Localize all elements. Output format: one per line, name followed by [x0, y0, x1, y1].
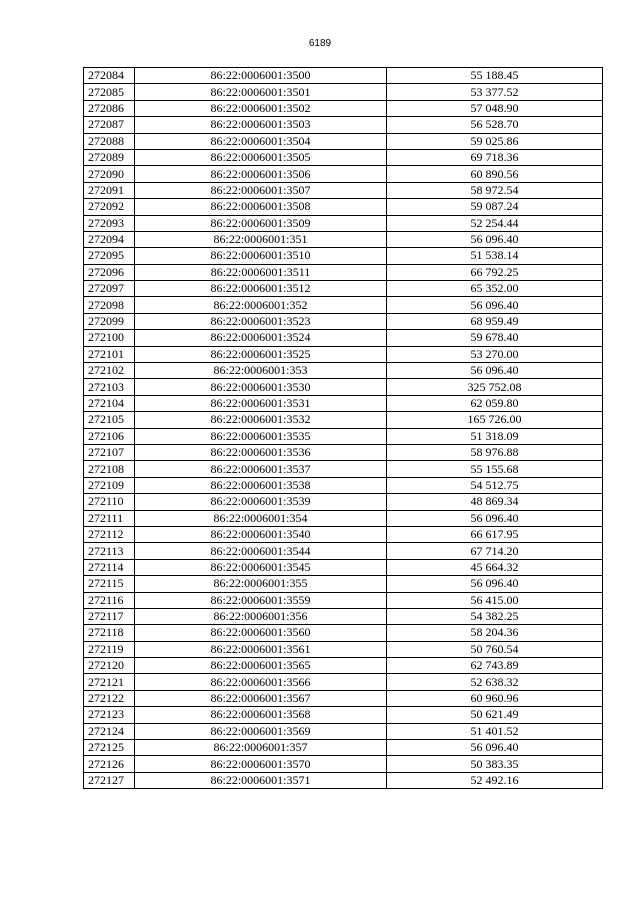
cadastral-number-cell: 86:22:0006001:354: [135, 510, 387, 526]
cadastral-number-cell: 86:22:0006001:3525: [135, 346, 387, 362]
table-row: [84, 231, 603, 247]
table-row: [84, 559, 603, 575]
table-row: [84, 248, 603, 264]
cadastral-value-cell: 50 621.49: [387, 707, 603, 723]
cadastral-number-cell: 86:22:0006001:3535: [135, 428, 387, 444]
cadastral-number-cell: 86:22:0006001:3568: [135, 707, 387, 723]
table-row: [84, 608, 603, 624]
row-number-cell: 272094: [84, 231, 135, 247]
table-row: [84, 182, 603, 198]
cadastral-value-cell: 56 528.70: [387, 117, 603, 133]
cadastral-value-cell: 67 714.20: [387, 543, 603, 559]
table-row: [84, 641, 603, 657]
cadastral-value-cell: 60 890.56: [387, 166, 603, 182]
row-number-cell: 272084: [84, 68, 135, 84]
row-number-cell: 272124: [84, 723, 135, 739]
row-number-cell: 272100: [84, 330, 135, 346]
cadastral-value-cell: 62 059.80: [387, 395, 603, 411]
row-number-cell: 272101: [84, 346, 135, 362]
cadastral-number-cell: 86:22:0006001:3530: [135, 379, 387, 395]
row-number-cell: 272123: [84, 707, 135, 723]
row-number-cell: 272096: [84, 264, 135, 280]
cadastral-value-cell: 62 743.89: [387, 658, 603, 674]
cadastral-value-cell: 57 048.90: [387, 100, 603, 116]
table-row: [84, 772, 603, 788]
row-number-cell: 272112: [84, 526, 135, 542]
page-number: 6189: [308, 38, 332, 49]
cadastral-number-cell: 86:22:0006001:3505: [135, 149, 387, 165]
cadastral-number-cell: 86:22:0006001:3531: [135, 395, 387, 411]
cadastral-value-table: [83, 67, 603, 789]
cadastral-number-cell: 86:22:0006001:3560: [135, 625, 387, 641]
cadastral-value-cell: 55 155.68: [387, 461, 603, 477]
cadastral-number-cell: 86:22:0006001:3539: [135, 494, 387, 510]
row-number-cell: 272103: [84, 379, 135, 395]
table-row: [84, 740, 603, 756]
table-row: [84, 199, 603, 215]
cadastral-number-cell: 86:22:0006001:3559: [135, 592, 387, 608]
row-number-cell: 272092: [84, 199, 135, 215]
cadastral-number-cell: 86:22:0006001:3567: [135, 690, 387, 706]
row-number-cell: 272098: [84, 297, 135, 313]
cadastral-value-cell: 59 025.86: [387, 133, 603, 149]
row-number-cell: 272095: [84, 248, 135, 264]
row-number-cell: 272116: [84, 592, 135, 608]
cadastral-number-cell: 86:22:0006001:3544: [135, 543, 387, 559]
row-number-cell: 272121: [84, 674, 135, 690]
table-row: [84, 625, 603, 641]
table-row: [84, 543, 603, 559]
row-number-cell: 272120: [84, 658, 135, 674]
table-row: [84, 379, 603, 395]
cadastral-value-cell: 58 972.54: [387, 182, 603, 198]
table-row: [84, 281, 603, 297]
row-number-cell: 272118: [84, 625, 135, 641]
table-row: [84, 330, 603, 346]
table-row: [84, 510, 603, 526]
cadastral-value-cell: 56 096.40: [387, 740, 603, 756]
row-number-cell: 272119: [84, 641, 135, 657]
cadastral-value-cell: 66 617.95: [387, 526, 603, 542]
cadastral-number-cell: 86:22:0006001:3503: [135, 117, 387, 133]
cadastral-number-cell: 86:22:0006001:3565: [135, 658, 387, 674]
row-number-cell: 272125: [84, 740, 135, 756]
cadastral-value-cell: 50 383.35: [387, 756, 603, 772]
cadastral-value-cell: 59 678.40: [387, 330, 603, 346]
table-row: [84, 444, 603, 460]
cadastral-value-cell: 58 204.36: [387, 625, 603, 641]
table-row: [84, 592, 603, 608]
cadastral-value-cell: 58 976.88: [387, 444, 603, 460]
table-row: [84, 576, 603, 592]
cadastral-value-cell: 69 718.36: [387, 149, 603, 165]
cadastral-value-cell: 60 960.96: [387, 690, 603, 706]
cadastral-value-cell: 51 401.52: [387, 723, 603, 739]
row-number-cell: 272109: [84, 477, 135, 493]
cadastral-number-cell: 86:22:0006001:3540: [135, 526, 387, 542]
table-row: [84, 84, 603, 100]
cadastral-number-cell: 86:22:0006001:353: [135, 363, 387, 379]
cadastral-value-cell: 48 869.34: [387, 494, 603, 510]
cadastral-value-cell: 53 270.00: [387, 346, 603, 362]
table-row: [84, 494, 603, 510]
cadastral-number-cell: 86:22:0006001:3571: [135, 772, 387, 788]
cadastral-value-cell: 45 664.32: [387, 559, 603, 575]
row-number-cell: 272086: [84, 100, 135, 116]
cadastral-value-cell: 56 096.40: [387, 510, 603, 526]
table-row: [84, 133, 603, 149]
cadastral-number-cell: 86:22:0006001:3502: [135, 100, 387, 116]
cadastral-value-cell: 56 096.40: [387, 363, 603, 379]
cadastral-value-cell: 51 318.09: [387, 428, 603, 444]
row-number-cell: 272108: [84, 461, 135, 477]
cadastral-number-cell: 86:22:0006001:3509: [135, 215, 387, 231]
row-number-cell: 272127: [84, 772, 135, 788]
table-row: [84, 264, 603, 280]
row-number-cell: 272111: [84, 510, 135, 526]
table-row: [84, 100, 603, 116]
cadastral-number-cell: 86:22:0006001:3537: [135, 461, 387, 477]
cadastral-number-cell: 86:22:0006001:3524: [135, 330, 387, 346]
row-number-cell: 272117: [84, 608, 135, 624]
row-number-cell: 272105: [84, 412, 135, 428]
row-number-cell: 272115: [84, 576, 135, 592]
cadastral-number-cell: 86:22:0006001:3501: [135, 84, 387, 100]
table-row: [84, 166, 603, 182]
cadastral-number-cell: 86:22:0006001:3512: [135, 281, 387, 297]
row-number-cell: 272106: [84, 428, 135, 444]
cadastral-value-cell: 54 382.25: [387, 608, 603, 624]
table-row: [84, 428, 603, 444]
row-number-cell: 272091: [84, 182, 135, 198]
cadastral-value-cell: 65 352.00: [387, 281, 603, 297]
table-row: [84, 690, 603, 706]
table-row: [84, 412, 603, 428]
row-number-cell: 272122: [84, 690, 135, 706]
cadastral-number-cell: 86:22:0006001:3538: [135, 477, 387, 493]
cadastral-value-cell: 56 096.40: [387, 576, 603, 592]
table-row: [84, 149, 603, 165]
row-number-cell: 272104: [84, 395, 135, 411]
table-row: [84, 313, 603, 329]
cadastral-value-cell: 51 538.14: [387, 248, 603, 264]
cadastral-value-cell: 165 726.00: [387, 412, 603, 428]
cadastral-number-cell: 86:22:0006001:352: [135, 297, 387, 313]
cadastral-number-cell: 86:22:0006001:3523: [135, 313, 387, 329]
table-body: [84, 68, 603, 789]
table-row: [84, 461, 603, 477]
row-number-cell: 272099: [84, 313, 135, 329]
table-row: [84, 756, 603, 772]
cadastral-number-cell: 86:22:0006001:3511: [135, 264, 387, 280]
cadastral-number-cell: 86:22:0006001:3507: [135, 182, 387, 198]
row-number-cell: 272110: [84, 494, 135, 510]
cadastral-number-cell: 86:22:0006001:3504: [135, 133, 387, 149]
cadastral-number-cell: 86:22:0006001:3569: [135, 723, 387, 739]
cadastral-number-cell: 86:22:0006001:3570: [135, 756, 387, 772]
row-number-cell: 272090: [84, 166, 135, 182]
table-row: [84, 215, 603, 231]
cadastral-number-cell: 86:22:0006001:3506: [135, 166, 387, 182]
cadastral-number-cell: 86:22:0006001:3566: [135, 674, 387, 690]
cadastral-number-cell: 86:22:0006001:357: [135, 740, 387, 756]
row-number-cell: 272088: [84, 133, 135, 149]
row-number-cell: 272089: [84, 149, 135, 165]
row-number-cell: 272102: [84, 363, 135, 379]
row-number-cell: 272107: [84, 444, 135, 460]
table-row: [84, 658, 603, 674]
cadastral-value-cell: 50 760.54: [387, 641, 603, 657]
row-number-cell: 272113: [84, 543, 135, 559]
cadastral-number-cell: 86:22:0006001:3561: [135, 641, 387, 657]
cadastral-value-cell: 56 415.00: [387, 592, 603, 608]
cadastral-value-cell: 56 096.40: [387, 231, 603, 247]
cadastral-number-cell: 86:22:0006001:356: [135, 608, 387, 624]
table-row: [84, 477, 603, 493]
table-row: [84, 674, 603, 690]
row-number-cell: 272087: [84, 117, 135, 133]
cadastral-value-cell: 59 087.24: [387, 199, 603, 215]
cadastral-number-cell: 86:22:0006001:351: [135, 231, 387, 247]
cadastral-value-cell: 53 377.52: [387, 84, 603, 100]
cadastral-value-cell: 52 492.16: [387, 772, 603, 788]
cadastral-number-cell: 86:22:0006001:3510: [135, 248, 387, 264]
cadastral-number-cell: 86:22:0006001:3508: [135, 199, 387, 215]
row-number-cell: 272126: [84, 756, 135, 772]
cadastral-value-cell: 325 752.08: [387, 379, 603, 395]
cadastral-value-cell: 52 638.32: [387, 674, 603, 690]
cadastral-value-cell: 68 959.49: [387, 313, 603, 329]
row-number-cell: 272114: [84, 559, 135, 575]
row-number-cell: 272085: [84, 84, 135, 100]
row-number-cell: 272093: [84, 215, 135, 231]
cadastral-value-cell: 56 096.40: [387, 297, 603, 313]
table-row: [84, 526, 603, 542]
cadastral-number-cell: 86:22:0006001:3532: [135, 412, 387, 428]
table-row: [84, 297, 603, 313]
cadastral-number-cell: 86:22:0006001:355: [135, 576, 387, 592]
cadastral-value-cell: 54 512.75: [387, 477, 603, 493]
cadastral-number-cell: 86:22:0006001:3500: [135, 68, 387, 84]
table-row: [84, 363, 603, 379]
table-row: [84, 723, 603, 739]
table-row: [84, 395, 603, 411]
cadastral-number-cell: 86:22:0006001:3545: [135, 559, 387, 575]
cadastral-number-cell: 86:22:0006001:3536: [135, 444, 387, 460]
cadastral-value-cell: 55 188.45: [387, 68, 603, 84]
table-row: [84, 68, 603, 84]
cadastral-value-cell: 52 254.44: [387, 215, 603, 231]
row-number-cell: 272097: [84, 281, 135, 297]
table-row: [84, 346, 603, 362]
cadastral-value-cell: 66 792.25: [387, 264, 603, 280]
table-row: [84, 707, 603, 723]
table-row: [84, 117, 603, 133]
